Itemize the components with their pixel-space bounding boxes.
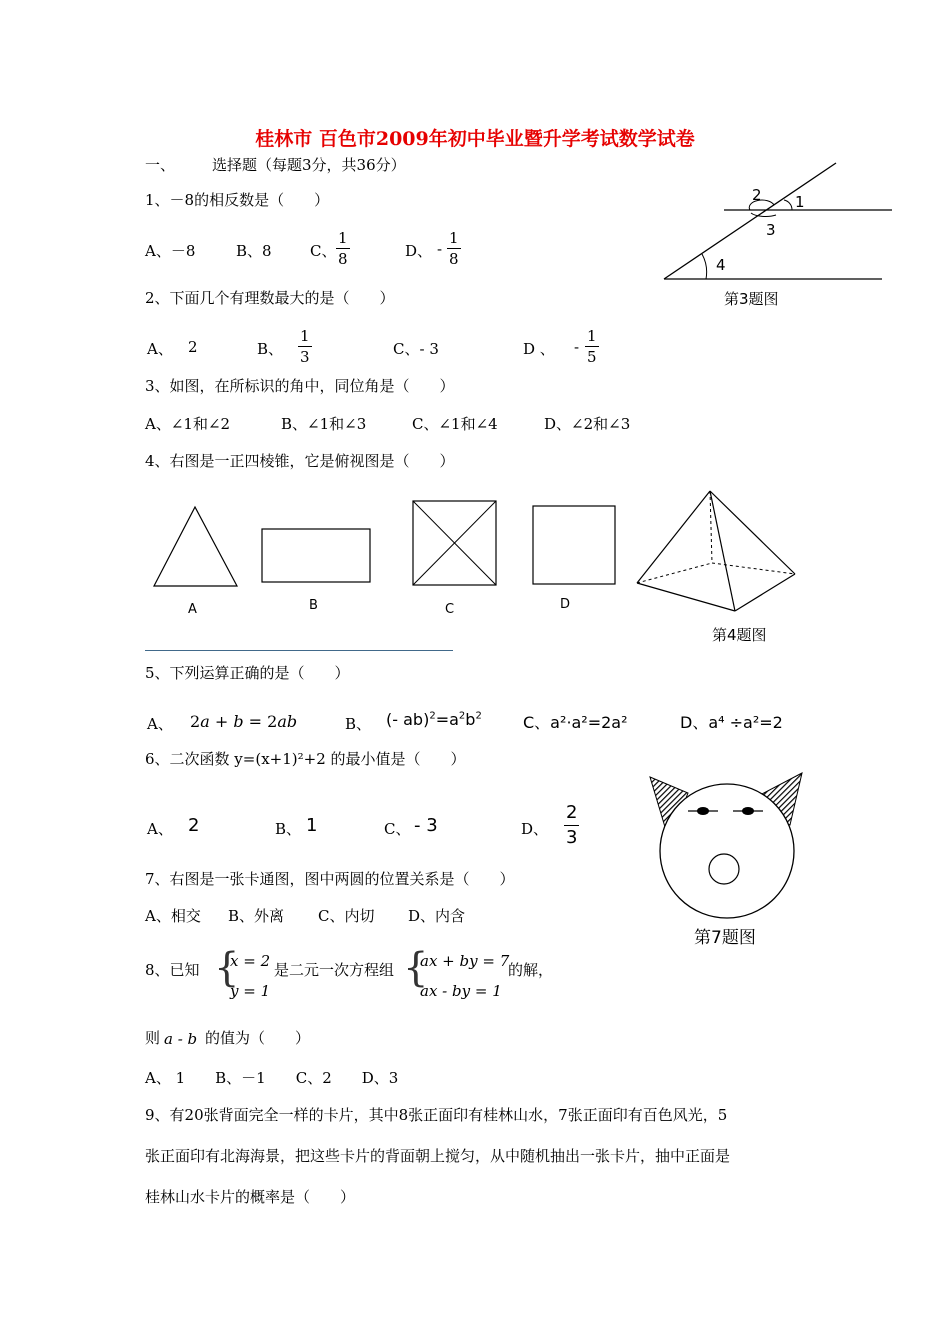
figure-4-caption: 第4题图 — [712, 626, 767, 644]
fraction-numerator: 1 — [338, 229, 348, 247]
q6-option-a-value: 2 — [188, 815, 200, 836]
fraction-denominator: 3 — [566, 827, 578, 848]
left-eye-icon — [697, 807, 709, 815]
figure-7-caption: 第7题图 — [694, 928, 756, 948]
q6-option-b-value: 1 — [306, 815, 318, 836]
fraction-numerator: 1 — [587, 327, 597, 345]
q3-option-c: C、∠1和∠4 — [412, 415, 498, 433]
q3-stem: 3、如图，在所标识的角中，同位角是（ ） — [145, 377, 455, 395]
q4-stem: 4、右图是一正四棱锥，它是俯视图是（ ） — [145, 452, 455, 470]
small-mouth-circle — [709, 854, 739, 884]
q9-line-1: 9、有20张背面完全一样的卡片，其中8张正面印有桂林山水，7张正面印有百色风光，5 — [145, 1106, 728, 1124]
q2-option-a-value: 2 — [188, 338, 198, 356]
q7-stem: 7、右图是一张卡通图，图中两圆的位置关系是（ ） — [145, 870, 515, 888]
q8-equation-3: ax + by = 7 — [420, 952, 510, 970]
transversal-line — [664, 163, 836, 279]
pyramid-edge — [710, 491, 795, 574]
pyramid-base-edge — [637, 583, 735, 611]
q1-stem: 1、－8的相反数是（ ） — [145, 191, 330, 209]
q1-option-d-fraction — [447, 228, 461, 269]
q2-option-c: C、- 3 — [393, 340, 439, 358]
q7-option-c: C、内切 — [318, 907, 375, 925]
q2-option-d-label: D 、 — [523, 340, 555, 358]
q3-option-a: A、∠1和∠2 — [145, 415, 231, 433]
angle-2-label: 2 — [752, 186, 762, 204]
q8-options: A、 1 B、－1 C、2 D、3 — [145, 1069, 399, 1087]
angle-4-label: 4 — [716, 256, 726, 274]
fraction-numerator: 2 — [564, 801, 579, 826]
q8-prefix: 8、已知 — [145, 961, 200, 979]
q5-option-a-label: A、 — [147, 715, 173, 733]
figure-3-caption: 第3题图 — [724, 290, 779, 308]
divider-line — [145, 650, 453, 651]
q5-option-a-expression: 2a + b = 2ab — [190, 712, 298, 731]
q2-option-d-fraction — [585, 326, 599, 367]
section-number: 一、 — [145, 156, 176, 174]
q6-option-a-label: A、 — [147, 820, 173, 838]
q6-option-c-label: C、 — [384, 820, 411, 838]
q1-option-c-fraction — [336, 228, 350, 269]
option-d-square — [533, 506, 615, 584]
q1-option-a: A、－8 — [145, 242, 196, 260]
q8-line2-suffix: 的值为（ ） — [205, 1029, 311, 1047]
q6-option-d-label: D、 — [521, 820, 549, 838]
fraction-denominator: 5 — [587, 348, 597, 366]
angle-1-arc — [784, 200, 792, 210]
q8-equation-4: ax - by = 1 — [420, 982, 502, 1000]
exam-title: 桂林市 百色市2009年初中毕业暨升学考试数学试卷 — [255, 128, 695, 150]
q2-option-b-label: B、 — [257, 340, 284, 358]
angle-4-arc — [702, 254, 707, 279]
q5-stem: 5、下列运算正确的是（ ） — [145, 664, 350, 682]
pyramid-hidden-edge — [637, 563, 712, 583]
q5-option-c: C、a²⋅a²=2a² — [523, 713, 628, 732]
q5-option-d: D、a⁴ ÷a²=2 — [680, 713, 783, 732]
angle-3-label: 3 — [766, 221, 776, 239]
pyramid-hidden-edge — [712, 563, 795, 574]
q7-option-d: D、内含 — [408, 907, 466, 925]
fraction-denominator: 3 — [300, 348, 310, 366]
option-b-label: B — [309, 598, 318, 613]
q9-line-2: 张正面印有北海海景，把这些卡片的背面朝上搅匀，从中随机抽出一张卡片，抽中正面是 — [145, 1147, 731, 1165]
q1-option-d-label: D、 — [405, 242, 433, 260]
system-brace-1: { — [214, 945, 240, 991]
q2-option-b-fraction — [298, 326, 312, 367]
q1-option-d-sign: - — [437, 240, 443, 258]
fraction-denominator: 8 — [338, 250, 348, 268]
q6-option-d-fraction — [564, 801, 579, 850]
q1-option-b: B、8 — [236, 242, 272, 260]
q2-stem: 2、下面几个有理数最大的是（ ） — [145, 289, 395, 307]
q6-option-b-label: B、 — [275, 820, 302, 838]
figure-4-options — [140, 485, 820, 660]
q2-option-d-sign: - — [574, 338, 580, 356]
fraction-numerator: 1 — [449, 229, 459, 247]
q7-option-b: B、外离 — [228, 907, 285, 925]
q8-middle-text: 是二元一次方程组 — [274, 961, 395, 979]
option-d-label: D — [560, 597, 571, 612]
angle-3-arc — [751, 213, 776, 216]
q6-option-c-value: - 3 — [414, 815, 438, 836]
q8-expression: a - b — [164, 1030, 198, 1048]
big-face-circle — [660, 784, 794, 918]
q2-option-a-label: A、 — [147, 340, 173, 358]
pyramid-base-edge — [735, 574, 795, 611]
pyramid-edge — [637, 491, 710, 583]
figure-3-diagram — [650, 155, 910, 315]
figure-7-cartoon — [640, 765, 820, 950]
q9-line-3: 桂林山水卡片的概率是（ ） — [145, 1188, 356, 1206]
q6-stem: 6、二次函数 y=(x+1)²+2 的最小值是（ ） — [145, 750, 466, 768]
q7-option-a: A、相交 — [145, 907, 201, 925]
q5-option-b-expression: (- $ab)^2=a^2b^2$ — [386, 710, 482, 729]
option-a-label: A — [188, 602, 197, 617]
right-eye-icon — [742, 807, 754, 815]
section-heading: 选择题（每题3分，共36分） — [212, 156, 406, 174]
q3-option-d: D、∠2和∠3 — [544, 415, 631, 433]
q8-suffix: 的解， — [508, 961, 554, 979]
q8-line2-prefix: 则 — [145, 1029, 161, 1047]
q1-option-c-label: C、 — [310, 242, 337, 260]
fraction-numerator: 1 — [300, 327, 310, 345]
q3-option-b: B、∠1和∠3 — [281, 415, 367, 433]
option-a-triangle — [154, 507, 237, 586]
fraction-denominator: 8 — [449, 250, 459, 268]
system-brace-2: { — [403, 945, 429, 991]
option-c-label: C — [445, 602, 455, 617]
angle-1-label: 1 — [795, 193, 805, 211]
q8-equation-x: x = 2 — [230, 952, 271, 970]
q8-equation-y: y = 1 — [230, 982, 271, 1000]
q5-option-b-label: B、 — [345, 715, 372, 733]
pyramid-edge — [710, 491, 735, 611]
option-b-rectangle — [262, 529, 370, 582]
